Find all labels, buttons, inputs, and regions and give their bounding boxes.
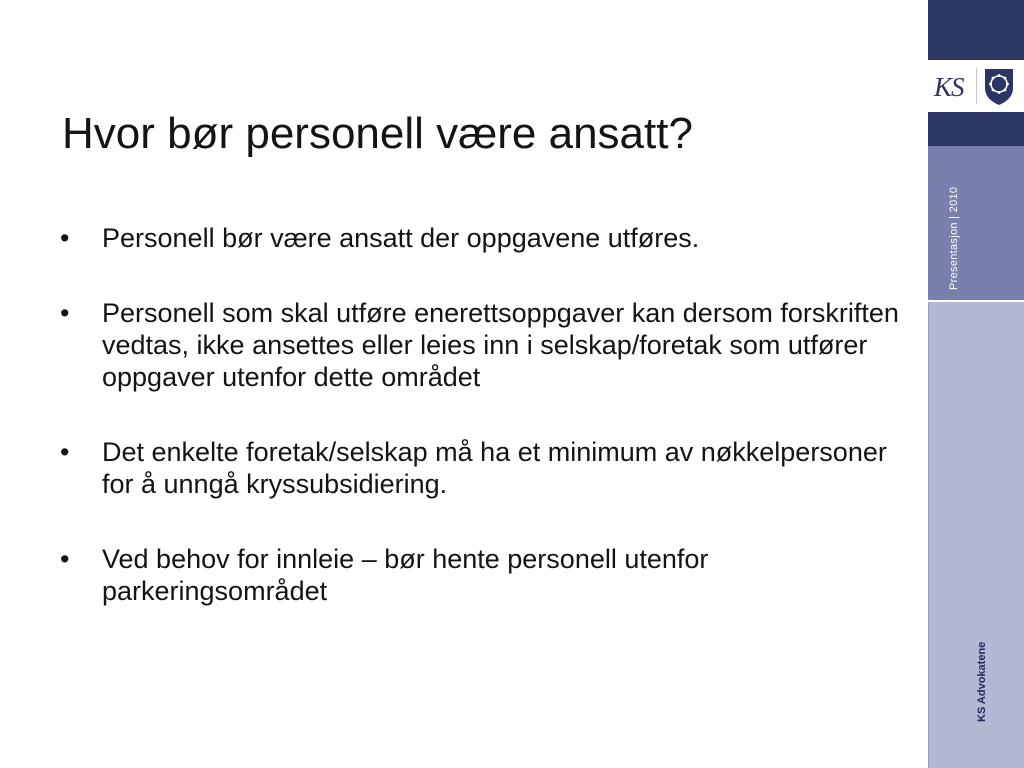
bullet-marker: • (60, 223, 70, 253)
bullet-text: Personell bør være ansatt der oppgavene utføres. (102, 223, 700, 253)
bullet-marker: • (60, 298, 70, 328)
list-item (60, 222, 910, 254)
bullet-text: Personell som skal utføre enerettsoppgaver kan dersom forskriften vedtas, ikke ansettes eller leies inn i selskap/foretak som utfører oppgaver utenfor dette området (102, 298, 899, 392)
bullet-text: Ved behov for innleie – bør hente personell utenfor parkeringsområdet (102, 544, 709, 606)
ks-logo-icon (934, 66, 970, 106)
logo-divider (976, 68, 977, 104)
bullet-list (60, 222, 910, 607)
footer-brand-label: KS Advokatene (976, 641, 988, 722)
shield-emblem-icon (982, 66, 1016, 106)
list-item (60, 297, 910, 393)
sidebar-mid-block (928, 146, 1024, 300)
list-item (60, 436, 910, 500)
logo-area (928, 60, 1024, 112)
presentation-label: Presentasjon | 2010 (948, 186, 960, 290)
list-item (60, 543, 910, 607)
bullet-text: Det enkelte foretak/selskap må ha et minimum av nøkkelpersoner for å unngå kryssubsidiering. (102, 437, 887, 499)
ks-logo-text: KS (934, 72, 964, 102)
bullet-marker: • (60, 544, 70, 574)
slide-title: Hvor bør personell være ansatt? (62, 109, 693, 158)
bullet-marker: • (60, 437, 70, 467)
sidebar-separator (928, 300, 1024, 302)
sidebar-top-block (928, 0, 1024, 60)
sidebar-dark-block (928, 112, 1024, 146)
